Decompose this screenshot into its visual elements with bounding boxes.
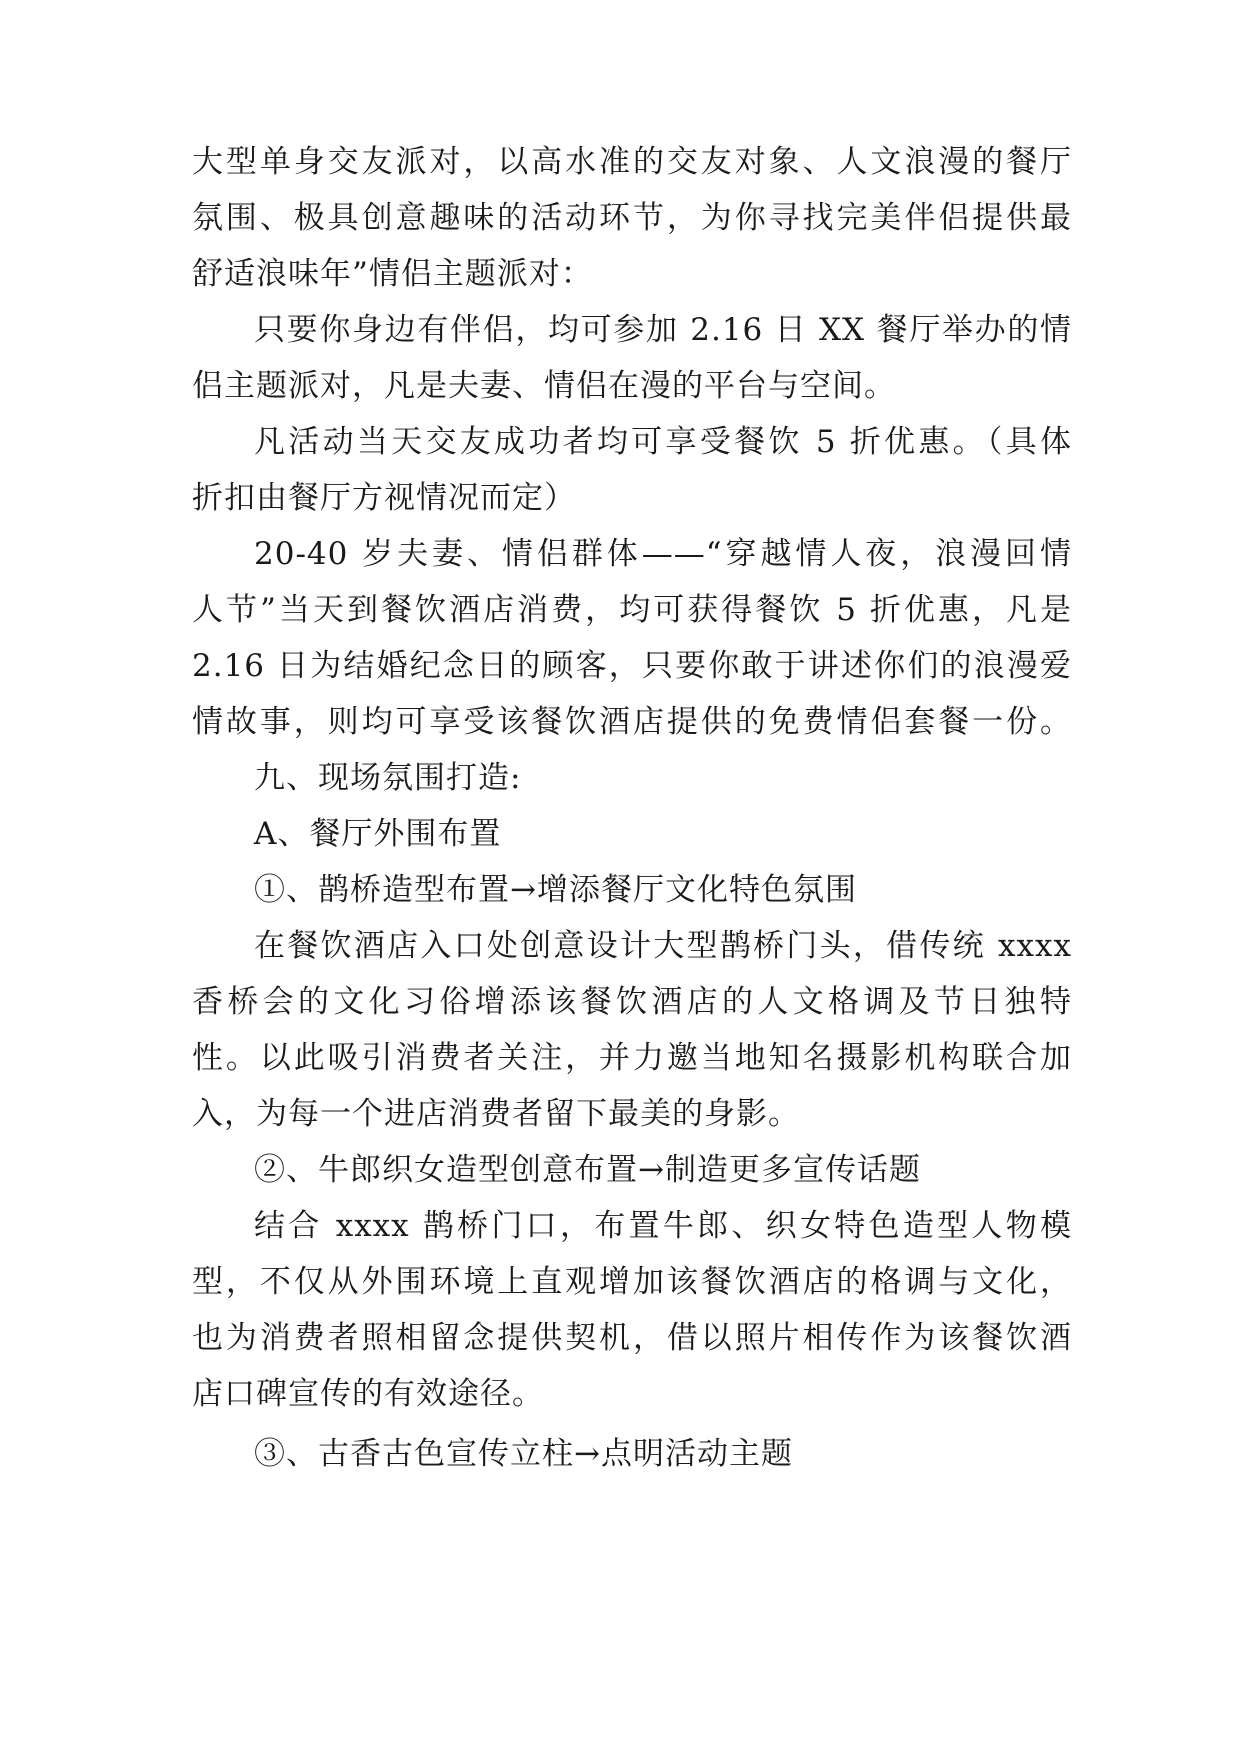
section-heading: 九、现场氛围打造: [254,760,522,796]
item-heading: ①、鹊桥造型布置→增添餐厅文化特色氛围 [254,872,857,908]
item-heading: ②、牛郎织女造型创意布置→制造更多宣传话题 [254,1152,921,1188]
text-line: 人节”当天到餐饮酒店消费，均可获得餐饮 5 折优惠，凡是 [192,592,1072,628]
text-line: 入，为每一个进店消费者留下最美的身影。 [192,1096,800,1132]
text-line: 型，不仅从外围环境上直观增加该餐饮酒店的格调与文化， [192,1264,1072,1300]
text-line: 情故事，则均可享受该餐饮酒店提供的免费情侣套餐一份。 [192,704,1072,740]
text-line: 香桥会的文化习俗增添该餐饮酒店的人文格调及节日独特 [192,984,1072,1020]
text-line: 也为消费者照相留念提供契机，借以照片相传作为该餐饮酒 [192,1320,1072,1356]
text-line: 侣主题派对，凡是夫妻、情侣在漫的平台与空间。 [192,368,896,404]
subsection-heading: A、餐厅外围布置 [254,816,502,852]
text-line: 结合 xxxx 鹊桥门口，布置牛郎、织女特色造型人物模 [254,1208,1072,1244]
text-line: 舒适浪味年”情侣主题派对： [192,256,593,292]
text-line: 性。以此吸引消费者关注，并力邀当地知名摄影机构联合加 [192,1040,1072,1076]
text-line: 凡活动当天交友成功者均可享受餐饮 5 折优惠。（具体 [254,424,1072,460]
text-line: 氛围、极具创意趣味的活动环节，为你寻找完美伴侣提供最 [192,200,1072,236]
text-line: 只要你身边有伴侣，均可参加 2.16 日 XX 餐厅举办的情 [254,312,1072,348]
text-line: 大型单身交友派对，以高水准的交友对象、人文浪漫的餐厅 [192,144,1072,180]
text-line: 店口碑宣传的有效途径。 [192,1376,544,1412]
text-line: 在餐饮酒店入口处创意设计大型鹊桥门头，借传统 xxxx [254,928,1072,964]
text-line: 折扣由餐厅方视情况而定） [192,480,576,516]
text-line: 20-40 岁夫妻、情侣群体——“穿越情人夜，浪漫回情 [254,536,1072,572]
text-line: 2.16 日为结婚纪念日的顾客，只要你敢于讲述你们的浪漫爱 [192,648,1072,684]
item-heading: ③、古香古色宣传立柱→点明活动主题 [254,1436,793,1472]
